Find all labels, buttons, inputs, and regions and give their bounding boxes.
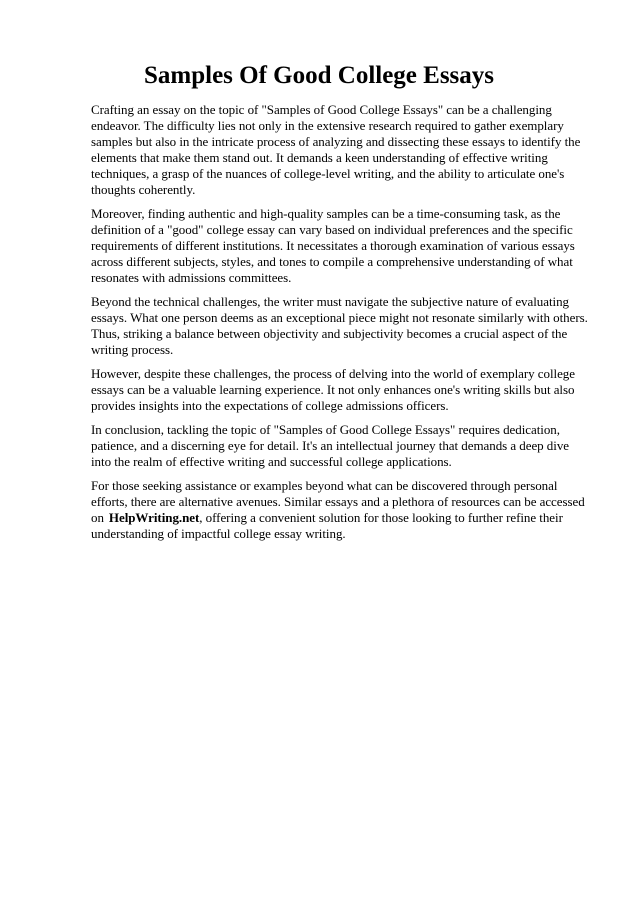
paragraph-6-text-after-link: , offering a convenient solution for those looking to further refine their understanding of impactful college essay writing. [91,510,563,541]
essay-body [91,102,591,550]
paragraph-2: Moreover, finding authentic and high-quality samples can be a time-consuming task, as the definition of a "good" college essay can vary based on individual preferences and the specific requirements of different institutions. It necessitates a thorough examination of various essays across different subjects, styles, and tones to compile a comprehensive understanding of what resonates with admissions committees. [91,206,575,285]
paragraph-4: However, despite these challenges, the process of delving into the world of exemplary college essays can be a valuable learning experience. It not only enhances one's writing skills but also provides insights into the expectations of college admissions officers. [91,366,575,413]
helpwriting-link[interactable]: HelpWriting.net [108,510,200,525]
paragraph-6 [91,478,591,542]
paragraph-1: Crafting an essay on the topic of "Samples of Good College Essays" can be a challenging endeavor. The difficulty lies not only in the extensive research required to gather exemplary samples but also in the intricate process of analyzing and dissecting these essays to identify the elements that make them stand out. It demands a keen understanding of effective writing techniques, a grasp of the nuances of college-level writing, and the ability to articulate one's thoughts coherently. [91,102,581,197]
paragraph-5: In conclusion, tackling the topic of "Samples of Good College Essays" requires dedication, patience, and a discerning eye for detail. It's an intellectual journey that demands a deep dive into the realm of effective writing and successful college applications. [91,422,569,469]
page-title: Samples Of Good College Essays [143,62,495,89]
paragraph-3: Beyond the technical challenges, the writer must navigate the subjective nature of evaluating essays. What one person deems as an exceptional piece might not resonate similarly with others. Thus, striking a balance between objectivity and subjectivity becomes a crucial aspect of the writing process. [91,294,588,357]
paragraph-6-text-before-link: For those seeking assistance or examples beyond what can be discovered through personal efforts, there are alternative avenues. Similar essays and a plethora of resources can be accessed on [91,478,585,525]
